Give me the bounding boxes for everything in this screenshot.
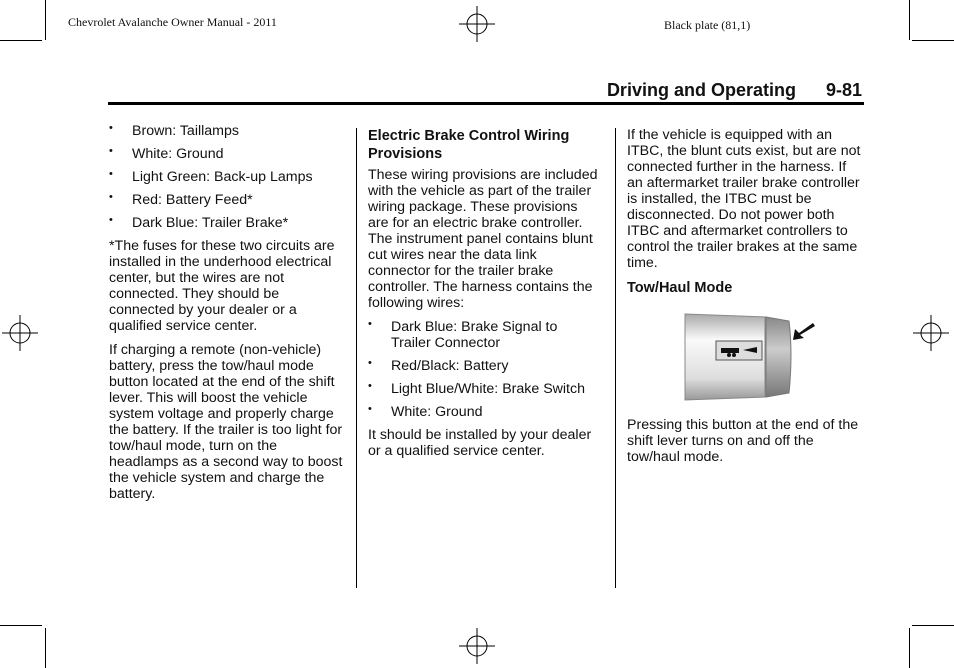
crop-mark xyxy=(909,628,910,668)
column-divider xyxy=(615,128,616,588)
crop-mark xyxy=(909,0,910,40)
registration-mark-icon xyxy=(459,6,495,42)
heading: Electric Brake Control Wiring Provisions xyxy=(368,128,570,162)
page-number: 9-81 xyxy=(825,80,862,100)
header-right: Black plate (81,1) xyxy=(664,18,751,32)
column-divider xyxy=(356,128,357,588)
list-item: • White: Ground xyxy=(368,404,600,420)
list-item: • Brown: Taillamps xyxy=(109,123,347,139)
list-item: • Dark Blue: Trailer Brake* xyxy=(109,215,347,231)
list-item: • Light Blue/White: Brake Switch xyxy=(368,381,600,397)
section-name: Driving and Operating xyxy=(606,80,796,100)
paragraph: *The fuses for these two circuits are installed in the underhood electrical center, but the wires are not connected. They should be connected by your dealer or a qualified service center. xyxy=(109,238,335,334)
section-title xyxy=(607,80,862,101)
paragraph: These wiring provisions are included with the vehicle as part of the trailer wiring package. These provisions are for an electric brake controller. The instrument panel contains blunt cut wires near the data link connector for the trailer brake controller. The harness contains the following wires: xyxy=(368,167,598,311)
arrow-icon xyxy=(793,323,815,340)
column-2 xyxy=(368,127,600,467)
registration-mark-icon xyxy=(913,315,949,351)
crop-mark xyxy=(912,625,954,626)
paragraph: If the vehicle is equipped with an ITBC, the blunt cuts exist, but are not connected further in the harness. If an aftermarket trailer brake controller is installed, the ITBC must be disconnected. Do not power both ITBC and aftermarket controllers to control the trailer brakes at the same time. xyxy=(627,127,861,271)
crop-mark xyxy=(45,0,46,40)
list-item: • Light Green: Back-up Lamps xyxy=(109,169,347,185)
crop-mark xyxy=(45,628,46,668)
heading: Tow/Haul Mode xyxy=(627,280,733,296)
header-left: Chevrolet Avalanche Owner Manual - 2011 xyxy=(68,15,277,29)
wire-list xyxy=(368,319,600,420)
crop-mark xyxy=(0,625,42,626)
shift-lever-illustration xyxy=(679,309,839,409)
registration-mark-icon xyxy=(2,315,38,351)
list-item: • Red/Black: Battery xyxy=(368,358,600,374)
column-1 xyxy=(109,123,347,510)
list-item: • Red: Battery Feed* xyxy=(109,192,347,208)
header-rule xyxy=(108,102,864,105)
registration-mark-icon xyxy=(459,628,495,664)
list-item: • White: Ground xyxy=(109,146,347,162)
paragraph: If charging a remote (non-vehicle) battery, press the tow/haul mode button located at the end of the shift lever. This will boost the vehicle system voltage and properly charge the battery. If the trailer is too light for tow/haul mode, turn on the headlamps as a second way to boost the vehicle system and charge the battery. xyxy=(109,342,343,502)
paragraph: It should be installed by your dealer or a qualified service center. xyxy=(368,427,592,459)
crop-mark xyxy=(912,40,954,41)
list-item: • Dark Blue: Brake Signal to Trailer Connector xyxy=(368,319,600,351)
wire-list xyxy=(109,123,347,231)
caption: Pressing this button at the end of the shift lever turns on and off the tow/haul mode. xyxy=(627,417,859,465)
crop-mark xyxy=(0,40,42,41)
column-3 xyxy=(627,127,863,473)
